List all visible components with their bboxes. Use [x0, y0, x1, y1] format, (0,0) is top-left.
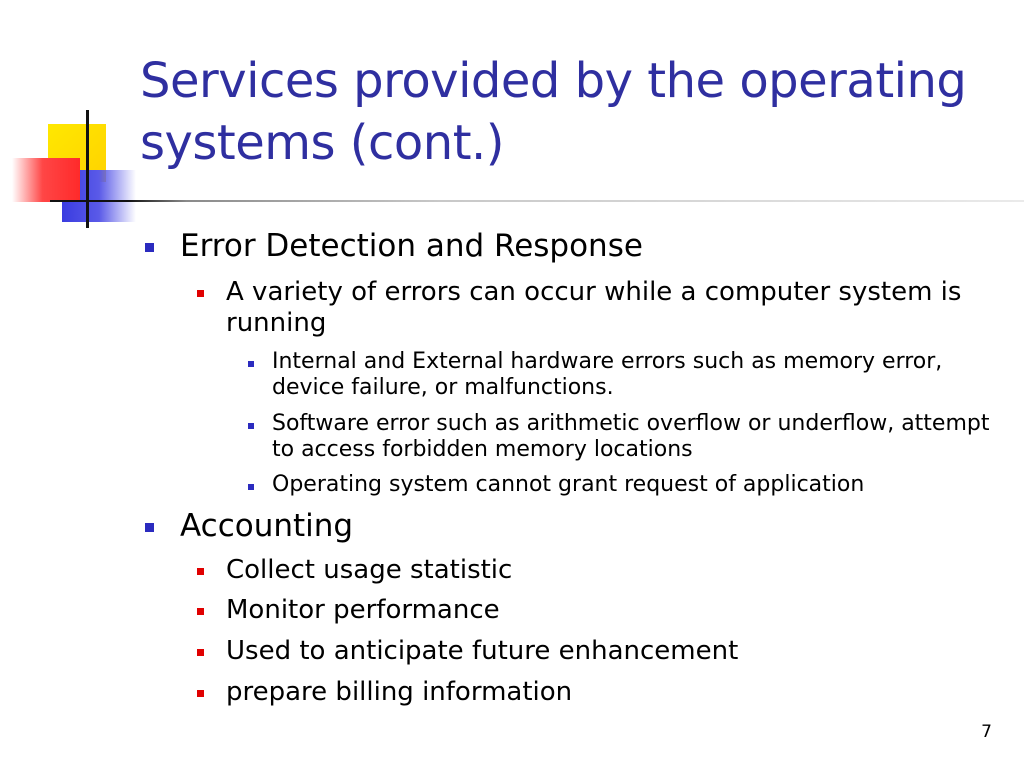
- bullet-text: Collect usage statistic: [226, 555, 513, 585]
- subbullet-variety-of-errors: [226, 277, 966, 339]
- subsubbullet-hardware-errors: [272, 349, 992, 401]
- bullet-accounting: [180, 508, 353, 544]
- bullet-text: Internal and External hardware errors such as memory error, device failure, or malfunctions.: [272, 349, 943, 400]
- subbullet-collect-usage: [226, 555, 966, 586]
- bullet-text: Software error such as arithmetic overflow or underflow, attempt to access forbidden memory locations: [272, 411, 990, 462]
- level3-bullet-icon: [248, 484, 254, 490]
- level2-bullet-icon: [197, 690, 204, 697]
- bullet-error-detection: [180, 228, 643, 264]
- bullet-text: Monitor performance: [226, 595, 500, 625]
- level1-bullet-icon: [145, 523, 154, 532]
- level3-bullet-icon: [248, 423, 254, 429]
- bullet-text: Used to anticipate future enhancement: [226, 636, 739, 666]
- bullet-text: Error Detection and Response: [180, 228, 643, 264]
- subbullet-anticipate-enhancement: [226, 636, 966, 667]
- bullet-text: Operating system cannot grant request of application: [272, 472, 865, 497]
- bullet-text: Accounting: [180, 508, 354, 544]
- level1-bullet-icon: [145, 243, 154, 252]
- subsubbullet-software-errors: [272, 411, 992, 463]
- subsubbullet-os-cannot-grant: [272, 472, 992, 498]
- subbullet-monitor-performance: [226, 595, 966, 626]
- slide-title: Services provided by the operating systems (cont.): [140, 53, 967, 171]
- level2-bullet-icon: [197, 608, 204, 615]
- level2-bullet-icon: [197, 649, 204, 656]
- bullet-text: A variety of errors can occur while a computer system is running: [226, 277, 962, 338]
- level2-bullet-icon: [197, 568, 204, 575]
- page-number: 7: [981, 722, 992, 742]
- bullet-text: prepare billing information: [226, 677, 573, 707]
- level3-bullet-icon: [248, 361, 254, 367]
- subbullet-billing-information: [226, 677, 966, 708]
- level2-bullet-icon: [197, 290, 204, 297]
